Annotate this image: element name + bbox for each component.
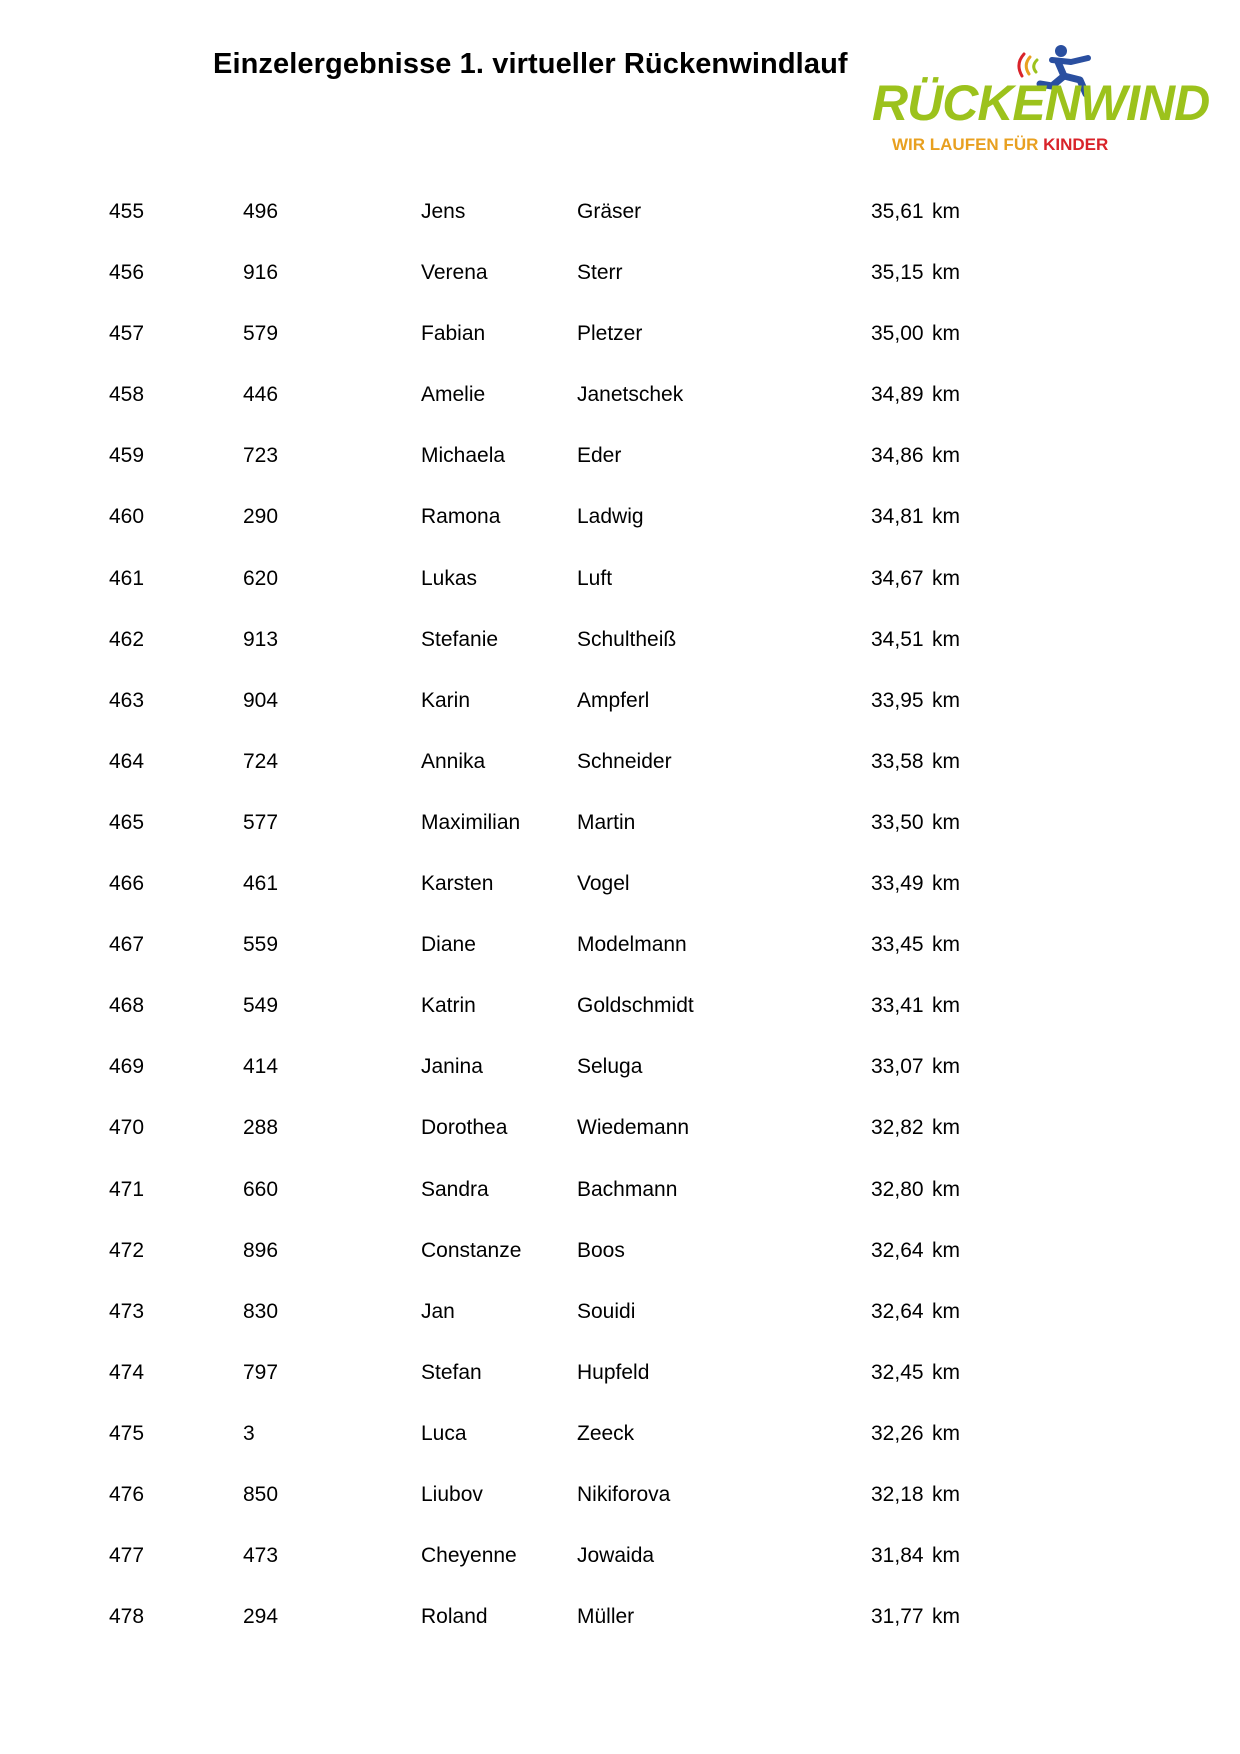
last-name-cell: Pletzer [577,322,643,346]
last-name-cell: Souidi [577,1299,636,1323]
distance-cell: 31,84 [871,1544,924,1568]
last-name-cell: Seluga [577,1055,643,1079]
table-row [0,1170,1240,1231]
last-name-cell: Janetschek [577,383,684,407]
last-name-cell: Ampferl [577,688,650,712]
rank-cell: 472 [109,1238,145,1262]
unit-cell: km [932,1116,960,1140]
first-name-cell: Diane [421,933,476,957]
rank-cell: 467 [109,933,145,957]
table-row [0,253,1240,314]
rank-cell: 460 [109,505,145,529]
distance-cell: 34,86 [871,444,924,468]
logo-tagline-highlight: KINDER [1043,135,1109,154]
rank-cell: 458 [109,383,145,407]
unit-cell: km [932,1421,960,1445]
first-name-cell: Katrin [421,994,476,1018]
bib-number-cell: 579 [243,322,279,346]
unit-cell: km [932,1299,960,1323]
rank-cell: 469 [109,1055,145,1079]
bib-number-cell: 294 [243,1605,279,1629]
bib-number-cell: 913 [243,627,279,651]
bib-number-cell: 896 [243,1238,279,1262]
first-name-cell: Liubov [421,1482,483,1506]
first-name-cell: Stefan [421,1360,482,1384]
distance-cell: 32,64 [871,1238,924,1262]
last-name-cell: Eder [577,444,622,468]
table-row [0,1108,1240,1169]
unit-cell: km [932,566,960,590]
first-name-cell: Luca [421,1421,467,1445]
distance-cell: 35,61 [871,200,924,223]
rank-cell: 473 [109,1299,145,1323]
page-title: Einzelergebnisse 1. virtueller Rückenwindlauf [213,48,848,80]
rank-cell: 474 [109,1360,145,1384]
table-row [0,559,1240,620]
bib-number-cell: 414 [243,1055,279,1079]
last-name-cell: Schneider [577,749,672,773]
table-row [0,1047,1240,1108]
first-name-cell: Verena [421,261,488,285]
rank-cell: 465 [109,810,145,834]
rank-cell: 466 [109,872,145,896]
distance-cell: 33,45 [871,933,924,957]
distance-cell: 34,81 [871,505,924,529]
first-name-cell: Constanze [421,1238,522,1262]
distance-cell: 32,26 [871,1421,924,1445]
last-name-cell: Wiedemann [577,1116,690,1140]
unit-cell: km [932,627,960,651]
logo-tagline [892,136,1108,153]
rank-cell: 455 [109,200,145,223]
unit-cell: km [932,200,960,223]
unit-cell: km [932,933,960,957]
first-name-cell: Ramona [421,505,501,529]
rank-cell: 477 [109,1544,145,1568]
first-name-cell: Karin [421,688,471,712]
unit-cell: km [932,383,960,407]
last-name-cell: Bachmann [577,1177,678,1201]
unit-cell: km [932,1605,960,1629]
unit-cell: km [932,994,960,1018]
unit-cell: km [932,810,960,834]
first-name-cell: Cheyenne [421,1544,517,1568]
unit-cell: km [932,1544,960,1568]
rank-cell: 475 [109,1421,145,1445]
rank-cell: 478 [109,1605,145,1629]
distance-cell: 32,80 [871,1177,924,1201]
first-name-cell: Sandra [421,1177,489,1201]
last-name-cell: Boos [577,1238,625,1262]
table-row [0,681,1240,742]
first-name-cell: Fabian [421,322,486,346]
table-row [0,742,1240,803]
bib-number-cell: 3 [243,1421,255,1445]
first-name-cell: Michaela [421,444,506,468]
bib-number-cell: 290 [243,505,279,529]
first-name-cell: Dorothea [421,1116,508,1140]
first-name-cell: Roland [421,1605,488,1629]
rank-cell: 468 [109,994,145,1018]
table-row [0,436,1240,497]
table-row [0,1597,1240,1658]
unit-cell: km [932,505,960,529]
last-name-cell: Gräser [577,200,642,223]
bib-number-cell: 620 [243,566,279,590]
rank-cell: 464 [109,749,145,773]
table-row [0,192,1240,253]
table-row [0,620,1240,681]
logo-tagline-main: WIR LAUFEN FÜR [892,135,1039,154]
first-name-cell: Janina [421,1055,483,1079]
first-name-cell: Annika [421,749,486,773]
first-name-cell: Lukas [421,566,478,590]
logo-wordmark: RÜCKENWIND [872,75,1210,131]
distance-cell: 33,95 [871,688,924,712]
rank-cell: 476 [109,1482,145,1506]
first-name-cell: Jens [421,200,466,223]
distance-cell: 31,77 [871,1605,924,1629]
rank-cell: 459 [109,444,145,468]
unit-cell: km [932,1055,960,1079]
first-name-cell: Amelie [421,383,486,407]
last-name-cell: Nikiforova [577,1482,671,1506]
unit-cell: km [932,1482,960,1506]
distance-cell: 35,00 [871,322,924,346]
bib-number-cell: 446 [243,383,279,407]
unit-cell: km [932,444,960,468]
distance-cell: 33,49 [871,872,924,896]
last-name-cell: Schultheiß [577,627,677,651]
table-row [0,925,1240,986]
last-name-cell: Zeeck [577,1421,635,1445]
bib-number-cell: 797 [243,1360,279,1384]
first-name-cell: Jan [421,1299,455,1323]
bib-number-cell: 288 [243,1116,279,1140]
bib-number-cell: 549 [243,994,279,1018]
last-name-cell: Goldschmidt [577,994,694,1018]
distance-cell: 32,64 [871,1299,924,1323]
rank-cell: 470 [109,1116,145,1140]
bib-number-cell: 473 [243,1544,279,1568]
unit-cell: km [932,872,960,896]
table-row [0,803,1240,864]
rank-cell: 463 [109,688,145,712]
distance-cell: 35,15 [871,261,924,285]
rank-cell: 461 [109,566,145,590]
last-name-cell: Martin [577,810,636,834]
rank-cell: 457 [109,322,145,346]
distance-cell: 32,82 [871,1116,924,1140]
first-name-cell: Stefanie [421,627,499,651]
table-row [0,375,1240,436]
last-name-cell: Jowaida [577,1544,655,1568]
bib-number-cell: 660 [243,1177,279,1201]
unit-cell: km [932,322,960,346]
last-name-cell: Müller [577,1605,635,1629]
last-name-cell: Sterr [577,261,623,285]
table-row [0,314,1240,375]
last-name-cell: Modelmann [577,933,687,957]
first-name-cell: Karsten [421,872,494,896]
bib-number-cell: 830 [243,1299,279,1323]
distance-cell: 34,67 [871,566,924,590]
distance-cell: 34,51 [871,627,924,651]
table-row [0,986,1240,1047]
bib-number-cell: 904 [243,688,279,712]
table-row [0,1536,1240,1597]
bib-number-cell: 461 [243,872,279,896]
unit-cell: km [932,749,960,773]
table-row [0,1414,1240,1475]
distance-cell: 32,18 [871,1482,924,1506]
bib-number-cell: 916 [243,261,279,285]
last-name-cell: Vogel [577,872,630,896]
distance-cell: 33,41 [871,994,924,1018]
distance-cell: 32,45 [871,1360,924,1384]
unit-cell: km [932,688,960,712]
rank-cell: 471 [109,1177,145,1201]
last-name-cell: Ladwig [577,505,644,529]
first-name-cell: Maximilian [421,810,521,834]
rank-cell: 462 [109,627,145,651]
table-row [0,1475,1240,1536]
results-table [0,192,1240,1658]
distance-cell: 33,58 [871,749,924,773]
unit-cell: km [932,1238,960,1262]
unit-cell: km [932,1360,960,1384]
table-row [0,1353,1240,1414]
table-row [0,1292,1240,1353]
distance-cell: 33,07 [871,1055,924,1079]
last-name-cell: Luft [577,566,613,590]
rank-cell: 456 [109,261,145,285]
table-row [0,1231,1240,1292]
rueckenwind-logo [872,40,1210,160]
bib-number-cell: 577 [243,810,279,834]
unit-cell: km [932,1177,960,1201]
bib-number-cell: 724 [243,749,279,773]
distance-cell: 34,89 [871,383,924,407]
bib-number-cell: 850 [243,1482,279,1506]
bib-number-cell: 723 [243,444,279,468]
last-name-cell: Hupfeld [577,1360,650,1384]
distance-cell: 33,50 [871,810,924,834]
unit-cell: km [932,261,960,285]
bib-number-cell: 559 [243,933,279,957]
bib-number-cell: 496 [243,200,279,223]
table-row [0,497,1240,558]
table-row [0,864,1240,925]
